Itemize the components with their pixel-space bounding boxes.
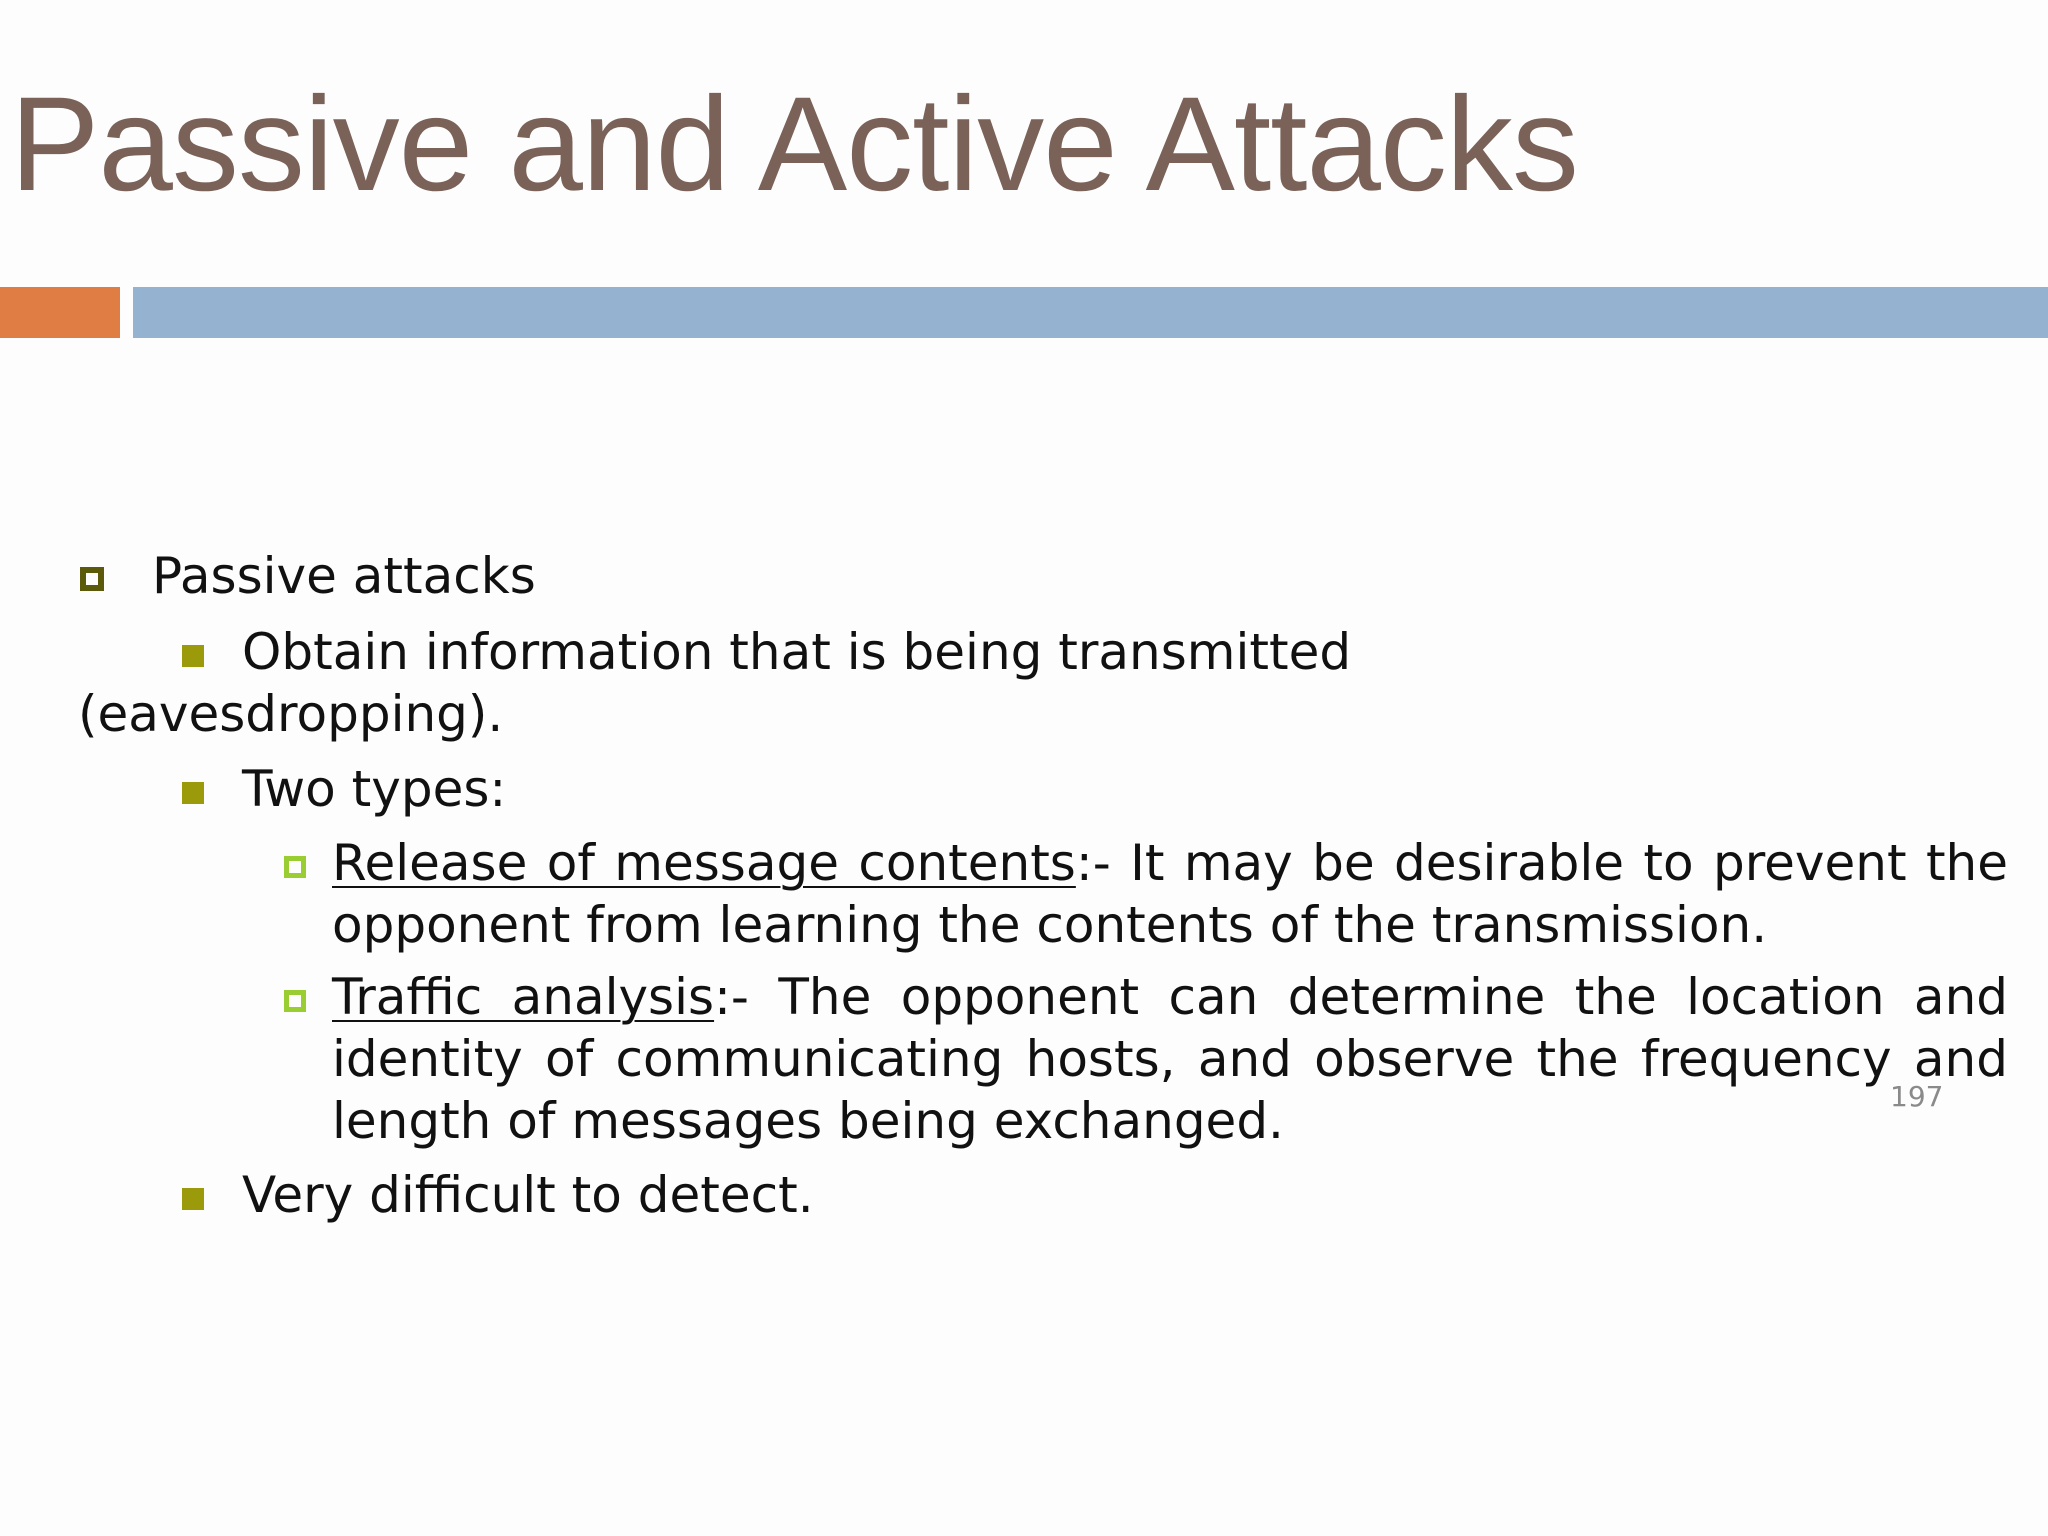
bullet-traffic-analysis: [332, 966, 2008, 1152]
accent-bar-blue: [133, 287, 2048, 338]
hollow-square-bullet-icon: [284, 990, 306, 1012]
term-traffic-analysis: Traffic analysis: [332, 968, 715, 1026]
bullet-two-types: Two types:: [242, 760, 507, 818]
bullet-obtain-information-continued: (eavesdropping).: [78, 685, 504, 743]
hollow-square-bullet-icon: [80, 567, 104, 591]
filled-square-bullet-icon: [182, 645, 204, 667]
traffic-description: :- The opponent can determine the location and identity of communicating hosts, and observe the frequency and length of messages being exchanged.: [332, 968, 2008, 1150]
bullet-obtain-information: Obtain information that is being transmitted: [242, 623, 1352, 681]
slide-number: 197: [1890, 1080, 1944, 1113]
accent-bar-orange: [0, 287, 120, 338]
bullet-very-difficult-to-detect: Very difficult to detect.: [242, 1166, 814, 1224]
slide-title: Passive and Active Attacks: [10, 70, 1578, 219]
release-description: :- It may be desirable to prevent the opponent from learning the contents of the transmission.: [332, 834, 2008, 954]
term-release-of-message-contents: Release of message contents: [332, 834, 1076, 892]
hollow-square-bullet-icon: [284, 856, 306, 878]
filled-square-bullet-icon: [182, 782, 204, 804]
bullet-passive-attacks: Passive attacks: [152, 547, 536, 605]
bullet-release-of-message-contents: [332, 832, 2008, 956]
filled-square-bullet-icon: [182, 1188, 204, 1210]
